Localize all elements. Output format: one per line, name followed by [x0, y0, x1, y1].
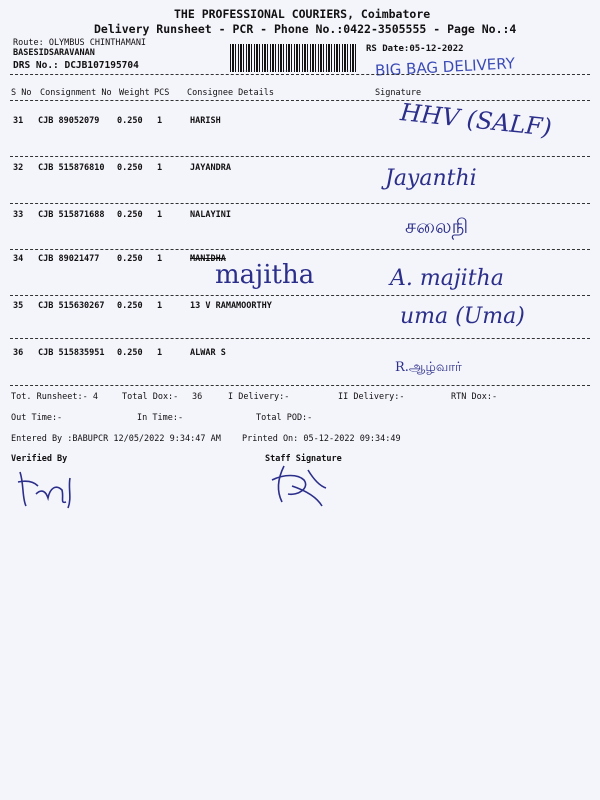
entered-by: Entered By :BABUPCR 12/05/2022 9:34:47 AM	[11, 434, 221, 444]
total-dox-label: Total Dox:-	[122, 392, 179, 402]
handwritten-name: majitha	[215, 260, 315, 290]
row-signature: R.ஆழ்வார்	[395, 360, 462, 375]
row-consignment: CJB 515630267	[38, 301, 105, 311]
row-sno: 34	[13, 254, 24, 264]
col-sno: S No	[11, 88, 32, 98]
row-weight: 0.250	[117, 348, 143, 358]
row-consignee: NALAYINI	[190, 210, 231, 220]
staff-signature	[264, 460, 334, 510]
verifier-signature	[12, 464, 82, 510]
col-weight: Weight	[119, 88, 150, 98]
divider	[10, 338, 590, 339]
drs-number: DRS No.: DCJB107195704	[13, 60, 139, 71]
big-bag-stamp: BIG BAG DELIVERY	[374, 54, 516, 80]
row-sno: 31	[13, 116, 24, 126]
row-sno: 36	[13, 348, 24, 358]
row-pcs: 1	[157, 210, 163, 220]
row-signature: சலைநி	[405, 214, 469, 238]
in-time: In Time:-	[137, 413, 184, 423]
row-signature: Jayanthi	[385, 166, 477, 191]
rtn-dox: RTN Dox:-	[451, 392, 498, 402]
delivery-boy: BASESIDSARAVANAN	[13, 48, 95, 58]
row-sno: 33	[13, 210, 24, 220]
row-consignment: CJB 89021477	[38, 254, 100, 264]
row-pcs: 1	[157, 301, 163, 311]
row-pcs: 1	[157, 254, 163, 264]
row-consignee: ALWAR S	[190, 348, 226, 358]
total-pod: Total POD:-	[256, 413, 313, 423]
col-signature: Signature	[375, 88, 422, 98]
runsheet-title: Delivery Runsheet - PCR - Phone No.:0422-3505555 - Page No.:4	[94, 22, 517, 36]
printed-on: Printed On: 05-12-2022 09:34:49	[242, 434, 401, 444]
row-signature: HHV (SALF)	[398, 98, 553, 142]
col-consignee: Consignee Details	[187, 88, 274, 98]
row-pcs: 1	[157, 348, 163, 358]
divider	[10, 100, 590, 101]
verified-by-label: Verified By	[11, 454, 68, 464]
row-weight: 0.250	[117, 210, 143, 220]
divider	[10, 295, 590, 296]
row-consignee: JAYANDRA	[190, 163, 231, 173]
row-sno: 35	[13, 301, 24, 311]
tot-runsheet: Tot. Runsheet:- 4	[11, 392, 98, 402]
row-consignee: HARISH	[190, 116, 221, 126]
row-pcs: 1	[157, 163, 163, 173]
row-signature: uma (Uma)	[400, 304, 525, 329]
total-dox-value: 36	[192, 392, 203, 402]
rs-date: RS Date:05-12-2022	[366, 44, 464, 54]
row-pcs: 1	[157, 116, 163, 126]
row-sno: 32	[13, 163, 24, 173]
barcode	[230, 44, 356, 72]
row-weight: 0.250	[117, 163, 143, 173]
row-consignment: CJB 515876810	[38, 163, 105, 173]
col-pcs: PCS	[154, 88, 170, 98]
col-consignment: Consignment No	[40, 88, 112, 98]
row-consignment: CJB 515871688	[38, 210, 105, 220]
divider	[10, 74, 590, 75]
divider	[10, 203, 590, 204]
row-consignee: MANIDHA	[190, 254, 226, 264]
row-consignment: CJB 89052079	[38, 116, 100, 126]
row-signature: A. majitha	[390, 266, 504, 291]
ii-delivery: II Delivery:-	[338, 392, 405, 402]
out-time: Out Time:-	[11, 413, 63, 423]
row-consignee: 13 V RAMAMOORTHY	[190, 301, 272, 311]
i-delivery: I Delivery:-	[228, 392, 290, 402]
route-label: Route: OLYMBUS CHINTHAMANI	[13, 38, 147, 48]
row-weight: 0.250	[117, 301, 143, 311]
row-weight: 0.250	[117, 116, 143, 126]
row-weight: 0.250	[117, 254, 143, 264]
company-title: THE PROFESSIONAL COURIERS, Coimbatore	[174, 7, 431, 21]
divider	[10, 249, 590, 250]
divider	[10, 385, 590, 386]
row-consignment: CJB 515835951	[38, 348, 105, 358]
staff-signature-label: Staff Signature	[265, 454, 342, 464]
divider	[10, 156, 590, 157]
